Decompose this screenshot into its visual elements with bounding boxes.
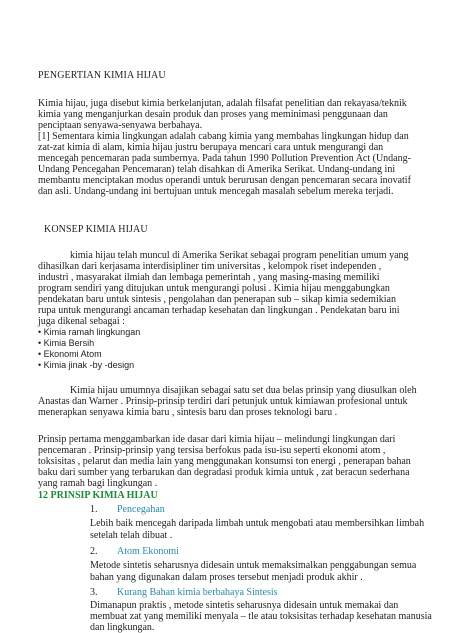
list-item-number: 3. xyxy=(90,587,98,598)
paragraph-line: menerapkan senyawa kimia baru , sintesis baru dan proses teknologi baru . xyxy=(38,407,338,418)
list-item: • Kimia jinak -by -design xyxy=(38,360,135,370)
list-item: • Kimia ramah lingkungan xyxy=(38,327,141,337)
paragraph-line: mencegah pencemaran pada sumbernya. Pada tahun 1990 Pollution Prevention Act (Undang- xyxy=(38,153,411,164)
paragraph-line: zat-zat kimia di alam, kimia hijau justru berupaya mencari cara untuk mengurangi dan xyxy=(38,142,384,153)
list-item-title: Pencegahan xyxy=(117,504,165,515)
paragraph-line: pencemaran . Prinsip-prinsip yang tersisa berfokus pada isu-isu seperti ekonomi atom , xyxy=(38,445,386,456)
paragraph-line: Lebih baik mencegah daripada limbah untuk mengobati atau membersihkan limbah xyxy=(90,518,425,529)
paragraph-line: industri , masyarakat ilmiah dan lembaga pemerintah , yang masing-masing memiliki xyxy=(38,272,380,283)
paragraph-line: rupa untuk mengurangi ancaman terhadap kesehatan dan lingkungan . Pendekatan baru ini xyxy=(38,305,400,316)
paragraph-line: pendekatan baru untuk sintesis , pengolahan dan penerapan sub – sikap kimia sedemikian xyxy=(38,294,396,305)
paragraph-line: Kimia hijau umumnya disajikan sebagai satu set dua belas prinsip yang diusulkan oleh xyxy=(70,385,417,396)
paragraph-line: dihasilkan dari kerjasama interdisipliner tim universitas , kelompok riset independen , xyxy=(38,261,382,272)
paragraph-line: baku dari sumber yang terbarukan dan degradasi produk kimia untuk , zat beracun sederhana xyxy=(38,467,410,478)
section-heading-prinsip: 12 PRINSIP KIMIA HIJAU xyxy=(38,490,158,501)
paragraph-line: kimia yang menganjurkan desain produk dan proses yang meminimasi penggunaan dan xyxy=(38,109,388,120)
list-item: • Ekonomi Atom xyxy=(38,349,102,359)
section-heading-konsep: KONSEP KIMIA HIJAU xyxy=(44,224,148,235)
paragraph-line: Anastas dan Warner . Prinsip-prinsip terdiri dari petunjuk untuk kimiawan profesional untuk xyxy=(38,396,408,407)
list-item-number: 2. xyxy=(90,546,98,557)
paragraph-line: dan asli. Undang-undang ini bertujuan untuk mencegah masalah sebelum mereka terjadi. xyxy=(38,186,394,197)
paragraph-line: kimia hijau telah muncul di Amerika Serikat sebagai program penelitian umum yang xyxy=(70,250,409,261)
paragraph-line: juga dikenal sebagai : xyxy=(38,316,125,327)
paragraph-line: [1] Sementara kimia lingkungan adalah cabang kimia yang membahas lingkungan hidup dan xyxy=(38,131,409,142)
paragraph-line: setelah telah dibuat . xyxy=(90,530,173,541)
section-heading-pengertian: PENGERTIAN KIMIA HIJAU xyxy=(38,70,166,81)
paragraph-line: membantu menciptakan modus operandi untuk berurusan dengan pencemaran secara inovatif xyxy=(38,175,411,186)
paragraph-line: toksisitas , pelarut dan media lain yang menggunakan konsumsi ton energi , penerapan bahan xyxy=(38,456,411,467)
paragraph-line: yang ramah bagi lingkungan . xyxy=(38,478,158,489)
paragraph-line: Undang Pencegahan Pencemaran) telah disahkan di Amerika Serikat. Undang-undang ini xyxy=(38,164,396,175)
list-item-number: 1. xyxy=(90,504,98,515)
paragraph-line: Kimia hijau, juga disebut kimia berkelanjutan, adalah filsafat penelitian dan rekayasa/teknik xyxy=(38,98,407,109)
paragraph-line: bahan yang digunakan dalam proses tersebut menjadi produk akhir . xyxy=(90,572,363,583)
paragraph-line: Dimanapun praktis , metode sintetis seharusnya didesain untuk memakai dan xyxy=(90,600,399,611)
paragraph-line: penciptaan senyawa-senyawa berbahaya. xyxy=(38,120,203,131)
paragraph-line: Prinsip pertama menggambarkan ide dasar dari kimia hijau – melindungi lingkungan dari xyxy=(38,434,396,445)
list-item-title: Atom Ekonomi xyxy=(117,546,179,557)
list-item: • Kimia Bersih xyxy=(38,338,95,348)
paragraph-line: program sendiri yang ditujukan untuk mengurangi polusi . Kimia hijau menggabungkan xyxy=(38,283,390,294)
paragraph-line: Metode sintetis seharusnya didesain untuk memaksimalkan penggabungan semua xyxy=(90,560,417,571)
paragraph-line: membuat zat yang memiliki menyala – tle atau toksisitas terhadap kesehatan manusia xyxy=(90,611,432,622)
list-item-title: Kurang Bahan kimia berbahaya Sintesis xyxy=(117,587,278,598)
paragraph-line: dan lingkungan. xyxy=(90,622,155,633)
